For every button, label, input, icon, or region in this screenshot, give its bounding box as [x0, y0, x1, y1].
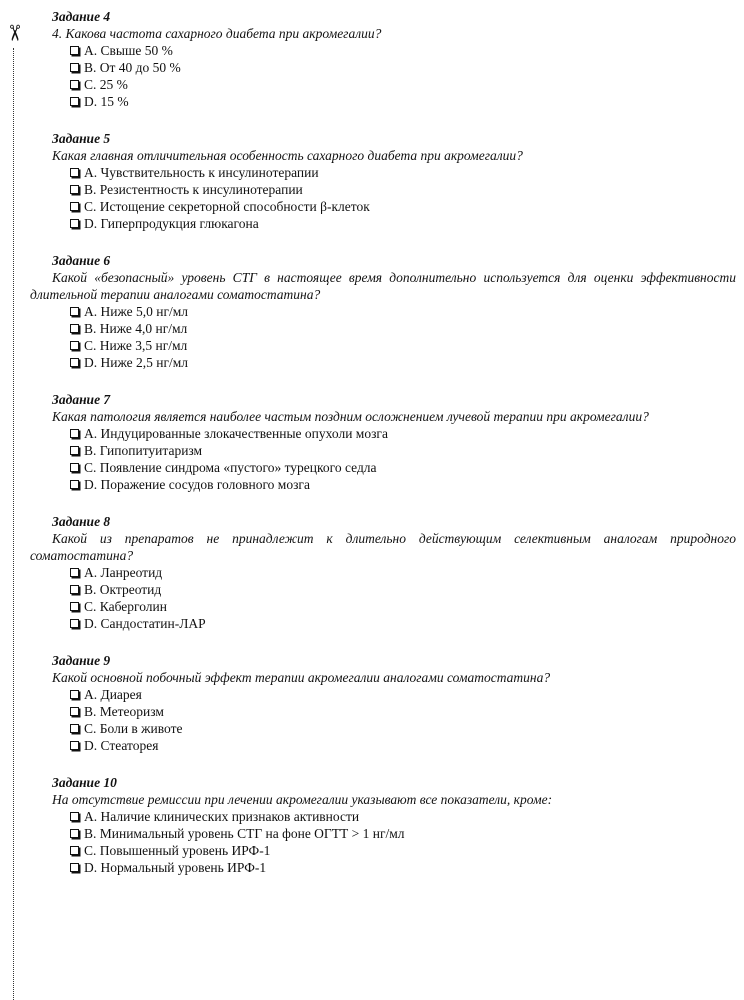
question-text: Какая патология является наиболее частым поздним осложнением лучевой терапии при акромегалии?	[52, 409, 649, 424]
answer-option-label: C. Ниже 3,5 нг/мл	[84, 338, 188, 353]
answer-option-label: C. Повышенный уровень ИРФ-1	[84, 843, 271, 858]
answer-option-label: D. Поражение сосудов головного мозга	[84, 477, 310, 492]
answer-option[interactable]	[30, 42, 736, 59]
task-title: Задание 8	[52, 514, 111, 529]
answer-option-label: A. Диарея	[84, 687, 142, 702]
answer-option[interactable]	[30, 303, 736, 320]
checkbox-icon[interactable]	[70, 829, 79, 838]
answer-option-label: C. Боли в животе	[84, 721, 183, 736]
answer-options	[30, 164, 736, 232]
answer-option[interactable]	[30, 337, 736, 354]
answer-option-label: D. Ниже 2,5 нг/мл	[84, 355, 189, 370]
answer-option-label: D. Нормальный уровень ИРФ-1	[84, 860, 267, 875]
answer-option-label: A. Ниже 5,0 нг/мл	[84, 304, 189, 319]
checkbox-icon[interactable]	[70, 846, 79, 855]
answer-option-label: D. 15 %	[84, 94, 129, 109]
question-text: 4. Какова частота сахарного диабета при акромегалии?	[52, 26, 382, 41]
task-block	[30, 252, 736, 371]
answer-option[interactable]	[30, 564, 736, 581]
checkbox-icon[interactable]	[70, 707, 79, 716]
answer-option[interactable]	[30, 842, 736, 859]
checkbox-icon[interactable]	[70, 602, 79, 611]
task-block	[30, 774, 736, 876]
answer-options	[30, 686, 736, 754]
answer-option-label: B. От 40 до 50 %	[84, 60, 181, 75]
task-title: Задание 5	[52, 131, 111, 146]
answer-option[interactable]	[30, 476, 736, 493]
checkbox-icon[interactable]	[70, 185, 79, 194]
answer-options	[30, 425, 736, 493]
answer-option-label: C. 25 %	[84, 77, 128, 92]
answer-options	[30, 303, 736, 371]
answer-option-label: B. Гипопитуитаризм	[84, 443, 203, 458]
answer-options	[30, 42, 736, 110]
scissors-icon: ✂	[1, 23, 26, 43]
answer-option-label: C. Появление синдрома «пустого» турецкого седла	[84, 460, 377, 475]
answer-option-label: A. Свыше 50 %	[84, 43, 173, 58]
checkbox-icon[interactable]	[70, 324, 79, 333]
answer-option-label: D. Сандостатин-ЛАР	[84, 616, 206, 631]
task-title: Задание 10	[52, 775, 117, 790]
checkbox-icon[interactable]	[70, 202, 79, 211]
answer-option-label: A. Индуцированные злокачественные опухоли мозга	[84, 426, 388, 441]
checkbox-icon[interactable]	[70, 46, 79, 55]
checkbox-icon[interactable]	[70, 341, 79, 350]
answer-option-label: B. Октреотид	[84, 582, 162, 597]
answer-option-label: B. Резистентность к инсулинотерапии	[84, 182, 303, 197]
task-title: Задание 7	[52, 392, 111, 407]
answer-option[interactable]	[30, 686, 736, 703]
checkbox-icon[interactable]	[70, 619, 79, 628]
task-block	[30, 513, 736, 632]
checkbox-icon[interactable]	[70, 97, 79, 106]
answer-option-label: C. Истощение секреторной способности β-клеток	[84, 199, 370, 214]
answer-option[interactable]	[30, 425, 736, 442]
checkbox-icon[interactable]	[70, 585, 79, 594]
task-title: Задание 9	[52, 653, 111, 668]
checkbox-icon[interactable]	[70, 812, 79, 821]
checkbox-icon[interactable]	[70, 863, 79, 872]
answer-option[interactable]	[30, 720, 736, 737]
cut-line	[13, 48, 14, 1000]
question-text: Какая главная отличительная особенность сахарного диабета при акромегалии?	[52, 148, 523, 163]
question-text: Какой «безопасный» уровень СТГ в настоящее время дополнительно используется для оценки эффективности длительной терапии аналогами соматостатина?	[30, 270, 736, 302]
task-block	[30, 130, 736, 232]
answer-option-label: D. Стеаторея	[84, 738, 159, 753]
task-block	[30, 652, 736, 754]
answer-option[interactable]	[30, 354, 736, 371]
answer-option[interactable]	[30, 198, 736, 215]
answer-option[interactable]	[30, 808, 736, 825]
answer-option[interactable]	[30, 825, 736, 842]
answer-option[interactable]	[30, 215, 736, 232]
answer-option[interactable]	[30, 598, 736, 615]
answer-option[interactable]	[30, 442, 736, 459]
checkbox-icon[interactable]	[70, 463, 79, 472]
checkbox-icon[interactable]	[70, 446, 79, 455]
checkbox-icon[interactable]	[70, 219, 79, 228]
answer-option-label: B. Ниже 4,0 нг/мл	[84, 321, 188, 336]
answer-option[interactable]	[30, 76, 736, 93]
answer-option[interactable]	[30, 164, 736, 181]
question-text: На отсутствие ремиссии при лечении акромегалии указывают все показатели, кроме:	[52, 792, 553, 807]
answer-option[interactable]	[30, 859, 736, 876]
answer-option-label: D. Гиперпродукция глюкагона	[84, 216, 259, 231]
answer-option[interactable]	[30, 93, 736, 110]
answer-option[interactable]	[30, 615, 736, 632]
answer-option[interactable]	[30, 581, 736, 598]
checkbox-icon[interactable]	[70, 307, 79, 316]
question-text: Какой из препаратов не принадлежит к длительно действующим селективным аналогам природного соматостатина?	[30, 531, 736, 563]
answer-option-label: A. Чувствительность к инсулинотерапии	[84, 165, 319, 180]
checkbox-icon[interactable]	[70, 724, 79, 733]
answer-option[interactable]	[30, 320, 736, 337]
test-document	[30, 8, 736, 896]
task-block	[30, 8, 736, 110]
checkbox-icon[interactable]	[70, 741, 79, 750]
answer-option[interactable]	[30, 59, 736, 76]
task-block	[30, 391, 736, 493]
checkbox-icon[interactable]	[70, 480, 79, 489]
checkbox-icon[interactable]	[70, 429, 79, 438]
answer-options	[30, 808, 736, 876]
answer-option[interactable]	[30, 737, 736, 754]
answer-options	[30, 564, 736, 632]
checkbox-icon[interactable]	[70, 690, 79, 699]
task-title: Задание 6	[52, 253, 111, 268]
answer-option-label: B. Метеоризм	[84, 704, 164, 719]
checkbox-icon[interactable]	[70, 168, 79, 177]
answer-option-label: A. Наличие клинических признаков активности	[84, 809, 360, 824]
task-title: Задание 4	[52, 9, 111, 24]
answer-option[interactable]	[30, 703, 736, 720]
answer-option[interactable]	[30, 181, 736, 198]
answer-option-label: A. Ланреотид	[84, 565, 163, 580]
checkbox-icon[interactable]	[70, 568, 79, 577]
checkbox-icon[interactable]	[70, 63, 79, 72]
question-text: Какой основной побочный эффект терапии акромегалии аналогами соматостатина?	[52, 670, 551, 685]
checkbox-icon[interactable]	[70, 358, 79, 367]
checkbox-icon[interactable]	[70, 80, 79, 89]
answer-option-label: C. Каберголин	[84, 599, 167, 614]
answer-option-label: B. Минимальный уровень СТГ на фоне ОГТТ > 1 нг/мл	[84, 826, 405, 841]
answer-option[interactable]	[30, 459, 736, 476]
